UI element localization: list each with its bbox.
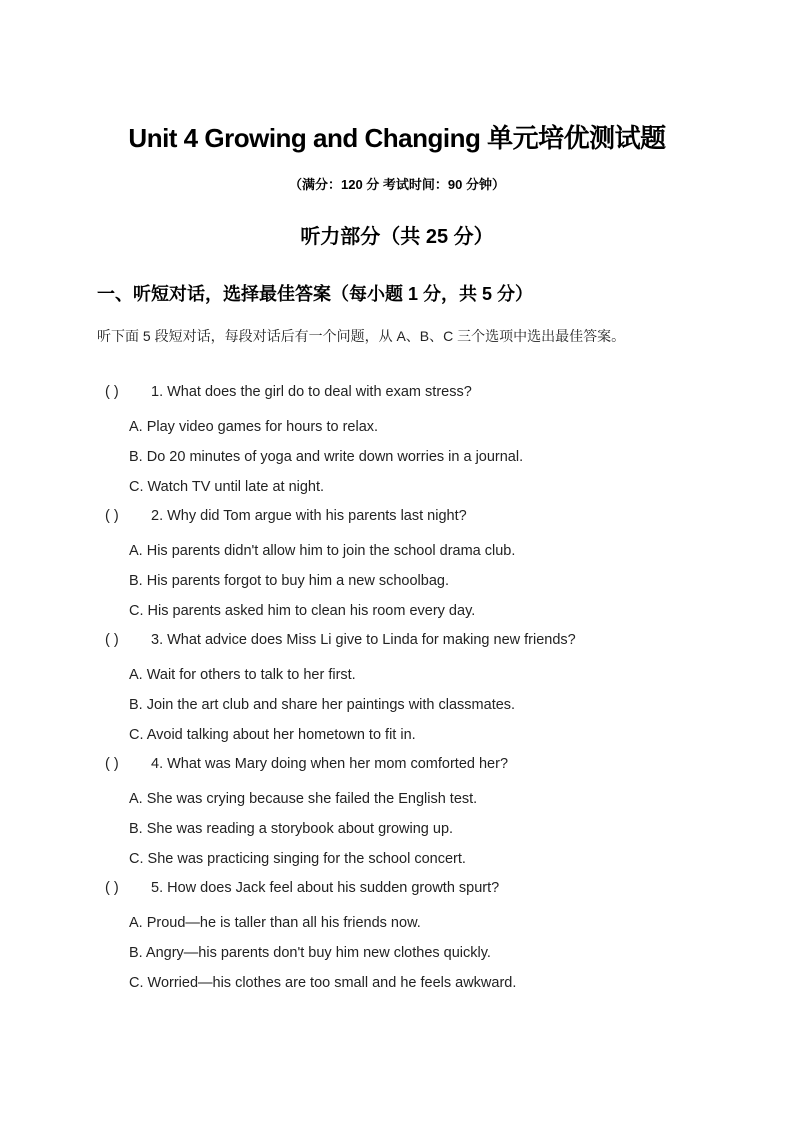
question-3 — [97, 626, 717, 750]
question-4 — [97, 750, 717, 874]
option-b: B. His parents forgot to buy him a new schoolbag. — [129, 573, 449, 589]
question-text: 3. What advice does Miss Li give to Linda for making new friends? — [151, 632, 576, 648]
section-heading: 一、听短对话，选择最佳答案（每小题 1 分，共 5 分） — [97, 284, 534, 304]
answer-bracket[interactable]: ( ) — [105, 384, 119, 400]
question-2 — [97, 502, 717, 626]
answer-bracket[interactable]: ( ) — [105, 880, 119, 896]
question-stem — [97, 378, 717, 408]
question-text: 4. What was Mary doing when her mom comforted her? — [151, 756, 509, 772]
option-a: A. His parents didn't allow him to join the school drama club. — [129, 543, 516, 559]
question-stem — [97, 874, 717, 904]
question-text: 1. What does the girl do to deal with exam stress? — [151, 384, 472, 400]
option-a: A. Play video games for hours to relax. — [129, 419, 379, 435]
question-5 — [97, 874, 717, 998]
exam-info: （满分：120 分 考试时间：90 分钟） — [289, 177, 505, 192]
option-c: C. Worried—his clothes are too small and he feels awkward. — [129, 975, 517, 991]
question-stem — [97, 502, 717, 532]
answer-bracket[interactable]: ( ) — [105, 632, 119, 648]
answer-bracket[interactable]: ( ) — [105, 508, 119, 524]
option-a: A. She was crying because she failed the English test. — [129, 791, 478, 807]
question-1 — [97, 378, 717, 502]
question-text: 5. How does Jack feel about his sudden growth spurt? — [151, 880, 500, 896]
option-b: B. Join the art club and share her paintings with classmates. — [129, 697, 516, 713]
option-c: C. His parents asked him to clean his room every day. — [129, 603, 476, 619]
question-stem — [97, 626, 717, 656]
answer-bracket[interactable]: ( ) — [105, 756, 119, 772]
question-stem — [97, 750, 717, 780]
section-instructions: 听下面 5 段短对话，每段对话后有一个问题，从 A、B、C 三个选项中选出最佳答案。 — [97, 328, 626, 344]
question-list — [97, 378, 717, 998]
option-c: C. Avoid talking about her hometown to fit in. — [129, 727, 416, 743]
option-b: B. Angry—his parents don't buy him new clothes quickly. — [129, 945, 491, 961]
option-c: C. Watch TV until late at night. — [129, 479, 325, 495]
page-title: Unit 4 Growing and Changing 单元培优测试题 — [128, 123, 666, 153]
option-b: B. She was reading a storybook about growing up. — [129, 821, 454, 837]
option-c: C. She was practicing singing for the school concert. — [129, 851, 466, 867]
part-heading: 听力部分（共 25 分） — [300, 226, 494, 248]
option-a: A. Proud—he is taller than all his friends now. — [129, 915, 421, 931]
option-a: A. Wait for others to talk to her first. — [129, 667, 356, 683]
question-text: 2. Why did Tom argue with his parents last night? — [151, 508, 467, 524]
option-b: B. Do 20 minutes of yoga and write down worries in a journal. — [129, 449, 524, 465]
